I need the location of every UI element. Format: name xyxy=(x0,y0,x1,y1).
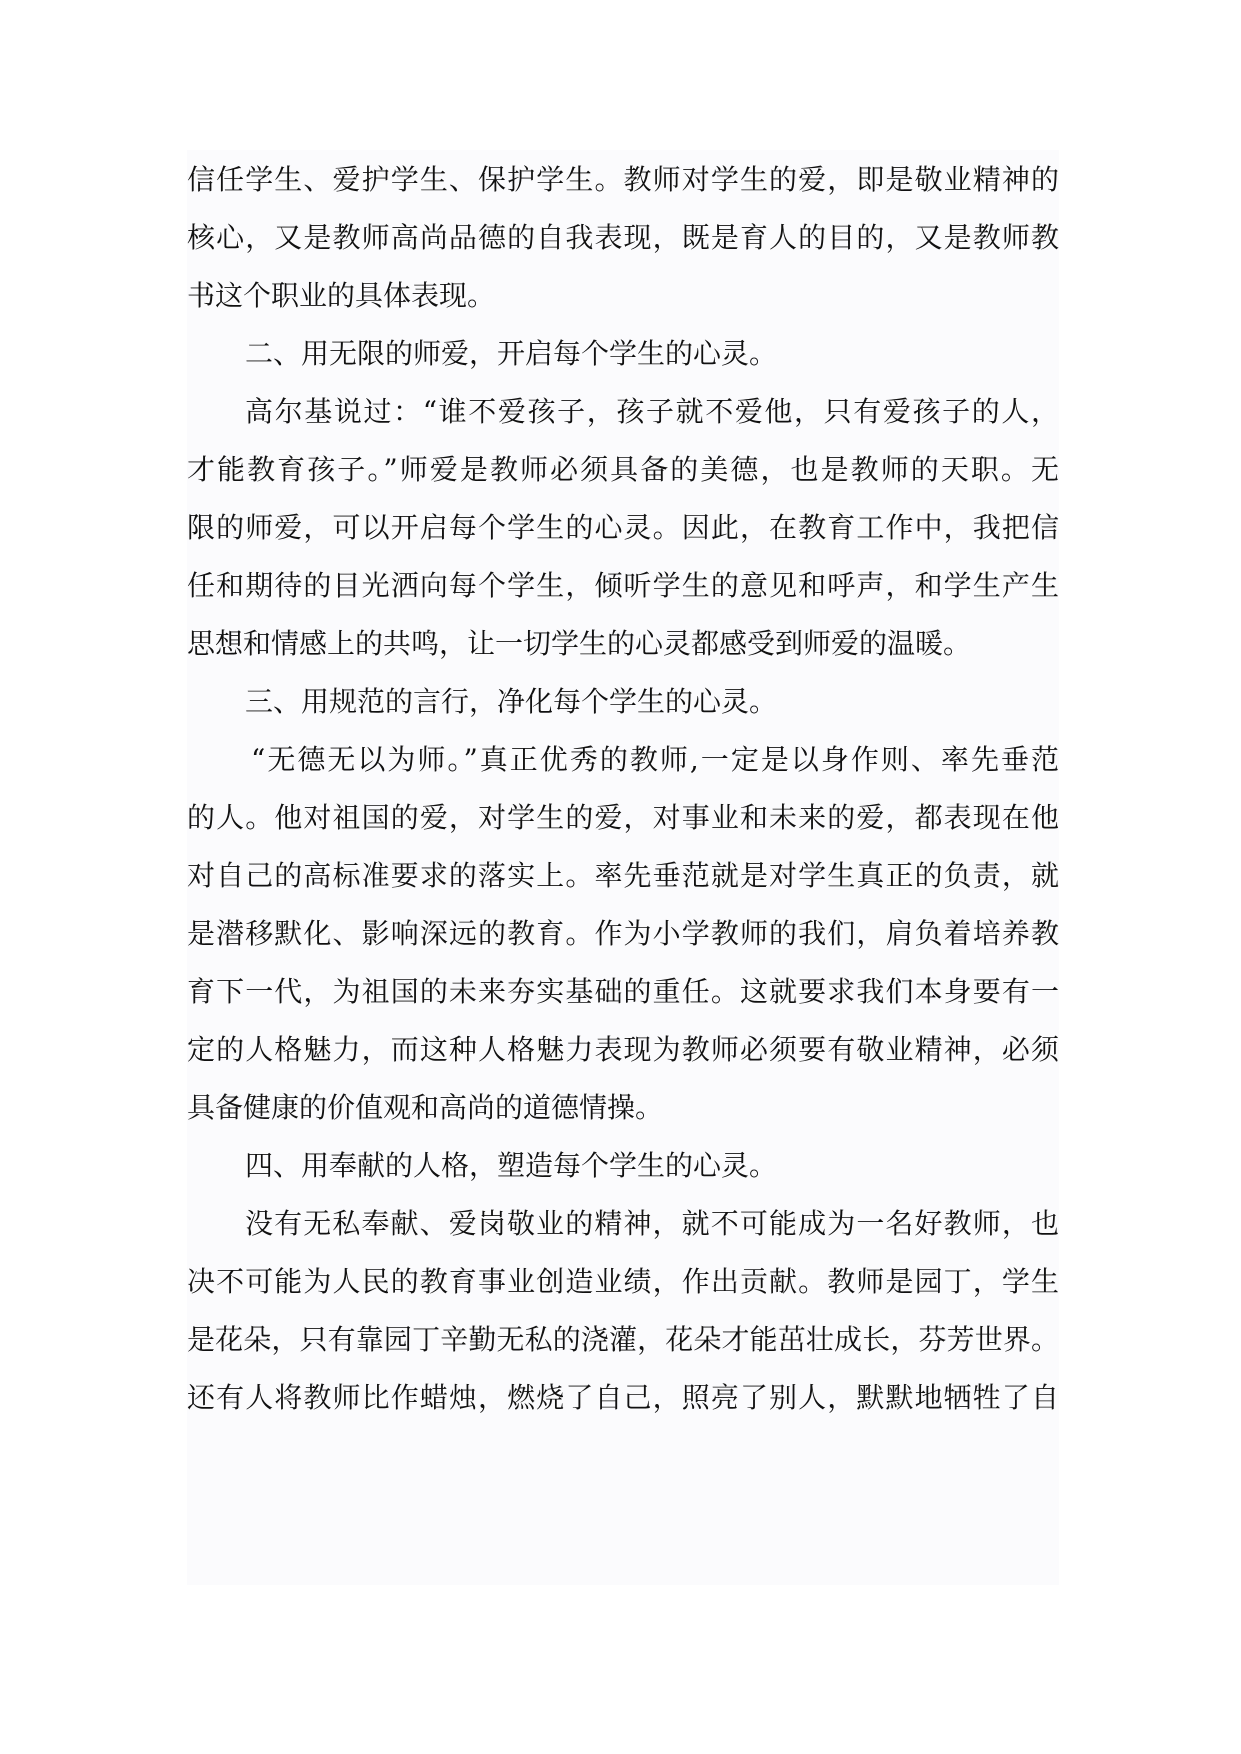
section-heading: 四、用奉献的人格，塑造每个学生的心灵。 xyxy=(245,1149,778,1182)
text-line: 书这个职业的具体表现。 xyxy=(187,279,496,312)
text-line: 任和期待的目光洒向每个学生，倾听学生的意见和呼声，和学生产生 xyxy=(187,569,1059,602)
text-line: 决不可能为人民的教育事业创造业绩，作出贡献。教师是园丁，学生 xyxy=(187,1265,1059,1298)
text-line: 还有人将教师比作蜡烛，燃烧了自己，照亮了别人，默默地牺牲了自 xyxy=(187,1381,1059,1414)
text-line: 具备健康的价值观和高尚的道德情操。 xyxy=(187,1091,664,1124)
text-line: 育下一代，为祖国的未来夯实基础的重任。这就要求我们本身要有一 xyxy=(187,975,1059,1008)
body-text xyxy=(187,150,1059,1585)
text-line: 是潜移默化、影响深远的教育。作为小学教师的我们，肩负着培养教 xyxy=(187,917,1059,950)
text-line: 没有无私奉献、爱岗敬业的精神，就不可能成为一名好教师，也 xyxy=(245,1207,1059,1240)
text-line: 限的师爱，可以开启每个学生的心灵。因此，在教育工作中，我把信 xyxy=(187,511,1059,544)
section-heading: 二、用无限的师爱，开启每个学生的心灵。 xyxy=(245,337,778,370)
text-line: 对自己的高标准要求的落实上。率先垂范就是对学生真正的负责，就 xyxy=(187,859,1059,892)
text-line: 的人。他对祖国的爱，对学生的爱，对事业和未来的爱，都表现在他 xyxy=(187,801,1059,834)
text-line: 是花朵，只有靠园丁辛勤无私的浇灌，花朵才能茁壮成长，芬芳世界。 xyxy=(187,1323,1059,1356)
text-line: 核心，又是教师高尚品德的自我表现，既是育人的目的，又是教师教 xyxy=(187,221,1059,254)
text-line: “无德无以为师。”真正优秀的教师,一定是以身作则、率先垂范 xyxy=(251,743,1059,776)
text-line: 定的人格魅力，而这种人格魅力表现为教师必须要有敬业精神，必须 xyxy=(187,1033,1059,1066)
text-line: 信任学生、爱护学生、保护学生。教师对学生的爱，即是敬业精神的 xyxy=(187,163,1059,196)
text-line: 思想和情感上的共鸣，让一切学生的心灵都感受到师爱的温暖。 xyxy=(187,627,972,660)
text-line: 高尔基说过：“谁不爱孩子，孩子就不爱他，只有爱孩子的人， xyxy=(245,395,1059,428)
section-heading: 三、用规范的言行，净化每个学生的心灵。 xyxy=(245,685,778,718)
text-line: 才能教育孩子。”师爱是教师必须具备的美德，也是教师的天职。无 xyxy=(187,453,1059,486)
